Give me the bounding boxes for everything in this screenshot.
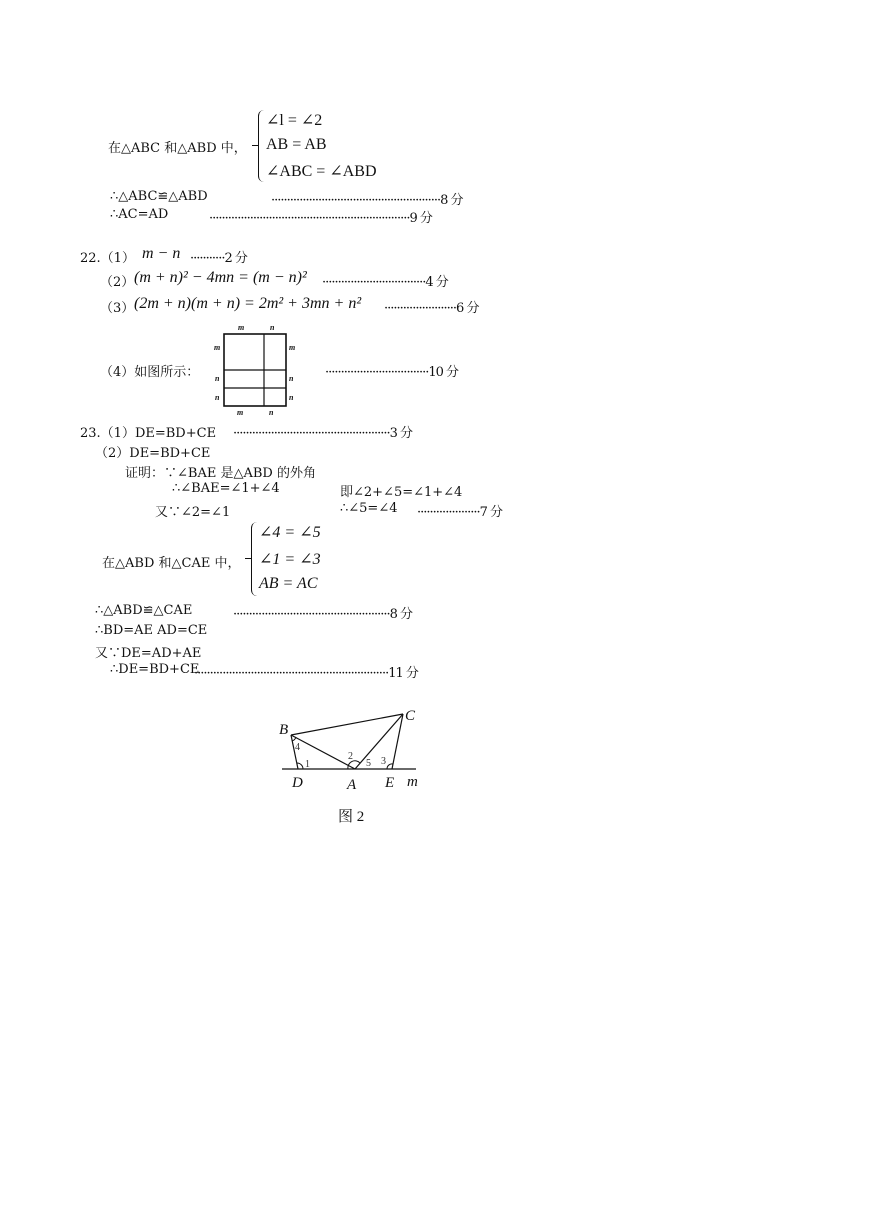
arc-4: [292, 737, 296, 741]
b21-cond3: ∠ABC = ∠ABD: [266, 163, 377, 180]
q22-p2-score: ·································4 分: [322, 275, 448, 290]
q23-l4-score: ······························································11 分: [194, 666, 418, 681]
b21-cond2: AB = AB: [266, 136, 327, 153]
q23-cond3: AB = AC: [259, 575, 318, 592]
grid-top-m: m: [238, 323, 245, 332]
q22-p2-label: （2）: [100, 275, 135, 290]
grid-bottom-m: m: [237, 408, 244, 417]
b21-brace-tip: [252, 145, 258, 146]
label-n4: 4: [295, 742, 300, 753]
q23-proof3-score: ····················7 分: [417, 505, 503, 520]
q23-proof1: 证明：∵∠BAE 是△ABD 的外角: [125, 466, 316, 481]
b21-intro: 在△ABC 和△ABD 中，: [108, 141, 247, 156]
q23-proof3b: ∴∠5=∠4: [340, 501, 398, 516]
grid-left-n2: n: [215, 393, 220, 402]
q23-l2: ∴BD=AE AD=CE: [95, 623, 208, 638]
grid-top-n: n: [270, 323, 275, 332]
q23-proof3a: 又∵∠2=∠1: [155, 505, 231, 520]
label-D: D: [292, 775, 303, 791]
label-A: A: [347, 777, 357, 793]
q22-grid-figure: [208, 320, 303, 418]
grid-right-m: m: [289, 343, 296, 352]
q22-p1-expr: m − n: [142, 245, 181, 262]
b21-line2-score: ································································9 分: [209, 211, 432, 226]
q23-intro: 在△ABD 和△CAE 中，: [102, 556, 241, 571]
grid-right-n2: n: [289, 393, 294, 402]
grid-right-n1: n: [289, 374, 294, 383]
figure-2: [270, 700, 430, 830]
label-n5: 5: [366, 758, 371, 769]
q22-p1-label: 22.（1）: [80, 251, 135, 266]
grid-left-n1: n: [215, 374, 220, 383]
label-C: C: [405, 708, 416, 724]
q22-p4-label: （4）如图所示：: [100, 365, 200, 380]
q22-p1-score: ···········2 分: [190, 251, 247, 266]
q22-p3-label: （3）: [100, 301, 135, 316]
q23-p1-score: ··················································3 分: [233, 426, 413, 441]
label-m: m: [407, 774, 418, 790]
b21-line1: ∴△ABC≌△ABD: [110, 189, 208, 204]
b21-line1-score: ······················································8 分: [271, 193, 463, 208]
b21-line2: ∴AC=AD: [110, 207, 169, 222]
label-n2: 2: [348, 751, 353, 762]
b21-cond1: ∠l = ∠2: [266, 112, 323, 129]
label-n1: 1: [305, 759, 310, 770]
q23-cond2: ∠1 = ∠3: [259, 551, 321, 568]
q23-p2: （2）DE=BD+CE: [95, 446, 211, 461]
q23-p1: 23.（1）DE=BD+CE: [80, 426, 217, 441]
q22-p2-expr: (m + n)² − 4mn = (m − n)²: [134, 269, 307, 286]
q23-l1-score: ··················································8 分: [233, 607, 413, 622]
seg-CE: [392, 714, 403, 769]
q23-proof2b: 即∠2+∠5=∠1+∠4: [340, 485, 463, 500]
figure-caption: 图 2: [338, 809, 365, 825]
q23-l4: ∴DE=BD+CE: [110, 662, 200, 677]
grid-bottom-n: n: [269, 408, 274, 417]
seg-BC: [291, 714, 403, 735]
q22-p3-expr: (2m + n)(m + n) = 2m² + 3mn + n²: [134, 295, 362, 312]
q23-brace-tip: [245, 558, 251, 559]
q22-p4-score: ·································10 分: [325, 365, 459, 380]
label-n3: 3: [381, 756, 386, 767]
grid-left-m: m: [214, 343, 221, 352]
q23-l3: 又∵DE=AD+AE: [95, 646, 202, 661]
q23-l1: ∴△ABD≌△CAE: [95, 603, 193, 618]
label-E: E: [385, 775, 395, 791]
q23-proof2a: ∴∠BAE=∠1+∠4: [172, 481, 280, 496]
q23-cond1: ∠4 = ∠5: [259, 524, 321, 541]
q22-p3-score: ·······················6 分: [384, 301, 479, 316]
label-B: B: [279, 722, 289, 738]
